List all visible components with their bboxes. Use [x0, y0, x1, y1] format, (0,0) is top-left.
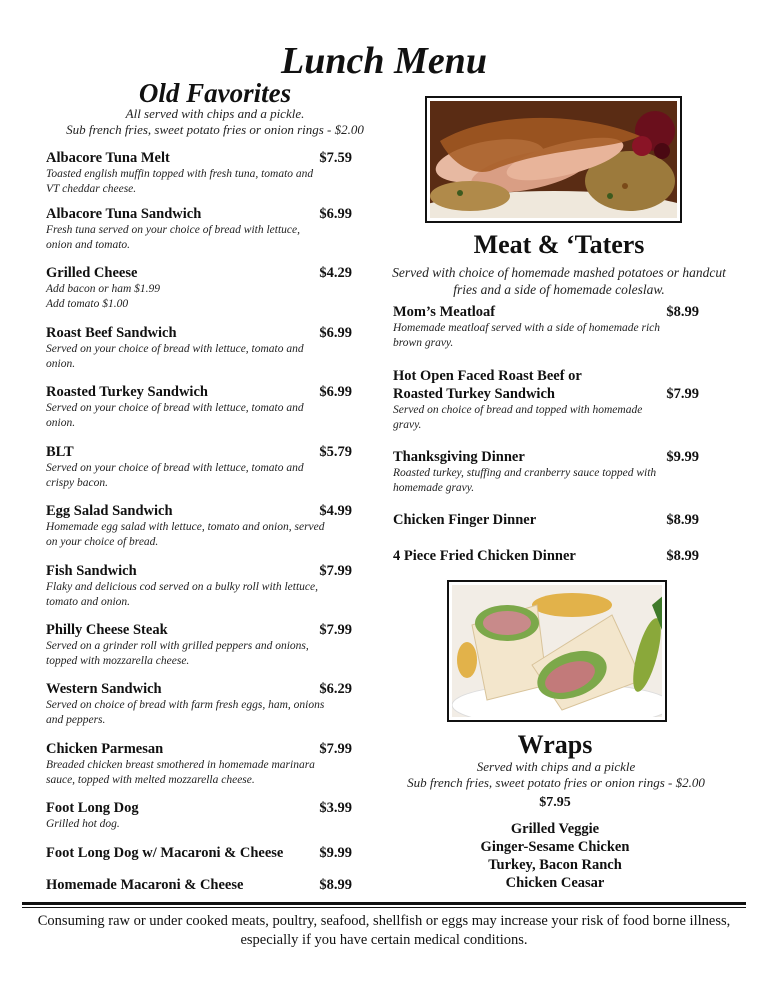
menu-item: [393, 448, 699, 496]
item-name: Roasted Turkey Sandwich: [46, 384, 208, 400]
meat-taters-note: Served with choice of homemade mashed potatoes or handcut fries and a side of homemade coleslaw.: [392, 265, 726, 297]
item-desc: Served on choice of bread and topped with homemade gravy.: [393, 404, 643, 431]
item-price: $4.29: [319, 265, 352, 281]
item-name: Egg Salad Sandwich: [46, 503, 173, 519]
item-price: $7.99: [319, 741, 352, 757]
item-name: Roasted Turkey Sandwich: [393, 386, 555, 402]
menu-item: [46, 502, 352, 550]
item-name: Roast Beef Sandwich: [46, 325, 177, 341]
item-desc: Served on your choice of bread with lettuce, tomato and onion.: [46, 402, 304, 429]
item-price: $5.79: [319, 444, 352, 460]
item-desc: Grilled hot dog.: [46, 818, 120, 830]
meat-taters-title: Meat & ‘Taters: [473, 230, 645, 259]
item-price: $6.29: [319, 681, 352, 697]
item-price: $7.99: [319, 563, 352, 579]
old-favorites-note-line1: All served with chips and a pickle.: [125, 106, 305, 121]
item-price: $9.99: [319, 845, 352, 861]
item-price: $7.99: [319, 622, 352, 638]
item-desc: Homemade egg salad with lettuce, tomato and onion, served on your choice of bread.: [46, 521, 325, 548]
turkey-dinner-icon: [430, 101, 677, 218]
item-name: Grilled Cheese: [46, 265, 138, 281]
menu-item: [46, 844, 352, 862]
item-name: Chicken Finger Dinner: [393, 512, 537, 528]
item-desc: Toasted english muffin topped with fresh tuna, tomato and VT cheddar cheese.: [46, 168, 314, 195]
item-name: Homemade Macaroni & Cheese: [46, 877, 244, 893]
item-price: $7.99: [666, 386, 699, 402]
item-name: 4 Piece Fried Chicken Dinner: [393, 548, 576, 564]
footer-disclaimer: Consuming raw or under cooked meats, poultry, seafood, shellfish or eggs may increase your risk of food borne illness, especially if you have certain medical conditions.: [37, 913, 731, 948]
item-name: Foot Long Dog w/ Macaroni & Cheese: [46, 845, 284, 861]
menu-item: [393, 303, 699, 351]
item-price: $6.99: [319, 206, 352, 222]
menu-item: [46, 621, 352, 669]
item-desc: Homemade meatloaf served with a side of homemade rich brown gravy.: [393, 322, 661, 349]
item-price: $3.99: [319, 800, 352, 816]
item-price: $8.99: [666, 512, 699, 528]
footer-rule-thick: [22, 902, 746, 905]
menu-item: [46, 383, 352, 431]
item-name: BLT: [46, 444, 74, 460]
wraps-price: $7.95: [539, 795, 571, 810]
wrap-icon: [452, 585, 662, 717]
old-favorites-note: [30, 106, 400, 138]
footer-rule-thin: [22, 907, 746, 908]
item-desc: Served on your choice of bread with lettuce, tomato and onion.: [46, 343, 304, 370]
item-name: Western Sandwich: [46, 681, 162, 697]
wrap-photo: [447, 580, 667, 722]
item-name: Foot Long Dog: [46, 800, 139, 816]
menu-item: [46, 562, 352, 610]
menu-item: [46, 876, 352, 894]
menu-item: [46, 205, 352, 253]
wraps-note: [396, 759, 716, 791]
list-item: Ginger-Sesame Chicken: [480, 839, 630, 855]
item-price: $9.99: [666, 449, 699, 465]
menu-item: [393, 367, 699, 433]
menu-item: [46, 680, 352, 728]
item-price: $7.59: [319, 150, 352, 166]
menu-item: [46, 264, 352, 312]
item-desc: Add tomato $1.00: [46, 298, 129, 310]
item-name: Albacore Tuna Sandwich: [46, 206, 202, 222]
old-favorites-title: Old Favorites: [138, 78, 292, 108]
item-desc: Served on a grinder roll with grilled peppers and onions, topped with mozzarella cheese.: [46, 640, 309, 667]
menu-item: [46, 799, 352, 832]
menu-item: [46, 443, 352, 491]
item-price: $8.99: [666, 548, 699, 564]
wraps-note-line2: Sub french fries, sweet potato fries or onion rings - $2.00: [407, 775, 705, 790]
list-item: Turkey, Bacon Ranch: [488, 857, 622, 873]
menu-item: [46, 324, 352, 372]
item-price: $4.99: [319, 503, 352, 519]
wraps-list: [400, 820, 710, 892]
menu-item: [393, 547, 699, 565]
item-desc: Add bacon or ham $1.99: [46, 283, 161, 295]
item-desc: Served on your choice of bread with lettuce, tomato and crispy bacon.: [46, 462, 304, 489]
item-name: Thanksgiving Dinner: [393, 449, 525, 465]
item-desc: Fresh tuna served on your choice of bread with lettuce, onion and tomato.: [46, 224, 301, 251]
menu-item: [46, 740, 352, 788]
item-price: $6.99: [319, 325, 352, 341]
turkey-dinner-photo: [425, 96, 682, 223]
page-title: Lunch Menu: [281, 40, 487, 82]
item-price: $6.99: [319, 384, 352, 400]
item-name: Chicken Parmesan: [46, 741, 164, 757]
item-price: $8.99: [666, 304, 699, 320]
wraps-note-line1: Served with chips and a pickle: [476, 759, 636, 774]
wraps-title: Wraps: [517, 730, 593, 759]
item-name: Mom’s Meatloaf: [393, 304, 496, 320]
item-desc: Breaded chicken breast smothered in homemade marinara sauce, topped with melted mozzarella cheese.: [46, 759, 315, 786]
list-item: Grilled Veggie: [510, 821, 600, 837]
list-item: Chicken Ceasar: [505, 875, 605, 891]
menu-item: [393, 511, 699, 529]
item-name: Hot Open Faced Roast Beef or: [393, 368, 582, 384]
old-favorites-note-line2: Sub french fries, sweet potato fries or onion rings - $2.00: [66, 122, 364, 137]
item-desc: Flaky and delicious cod served on a bulky roll with lettuce, tomato and onion.: [46, 581, 318, 608]
item-desc: Roasted turkey, stuffing and cranberry sauce topped with homemade gravy.: [393, 467, 657, 494]
item-name: Philly Cheese Steak: [46, 622, 168, 638]
item-name: Fish Sandwich: [46, 563, 137, 579]
item-price: $8.99: [319, 877, 352, 893]
item-name: Albacore Tuna Melt: [46, 150, 170, 166]
menu-item: [46, 149, 352, 197]
item-desc: Served on choice of bread with farm fresh eggs, ham, onions and peppers.: [46, 699, 325, 726]
